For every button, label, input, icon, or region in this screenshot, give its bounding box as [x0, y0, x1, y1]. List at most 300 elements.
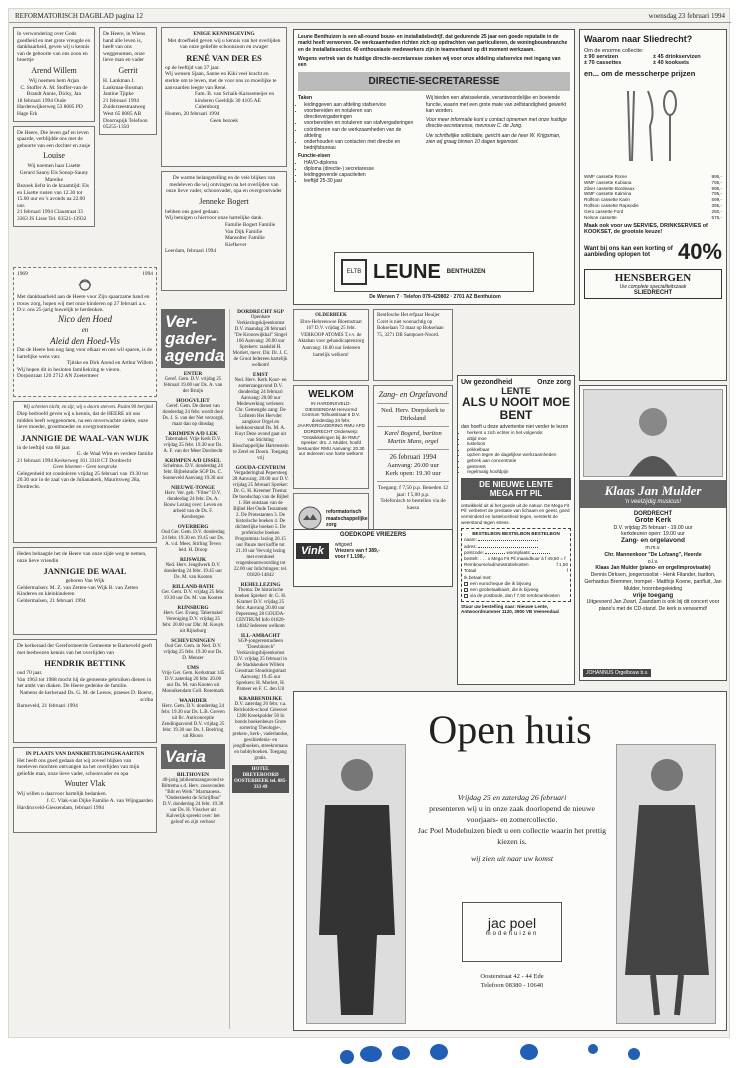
announcement-date: Houten, 20 februari 1994 — [165, 110, 220, 117]
zang-start: Aanvang: 20.00 uur — [387, 462, 439, 469]
price-name: WMF cassette Kubiana — [584, 179, 632, 185]
agenda-item — [161, 371, 225, 395]
announcement-note: Geen bloemen - Geen toesprake — [52, 464, 118, 470]
city-field[interactable] — [532, 553, 550, 554]
anniversary-announcement — [13, 267, 157, 397]
agenda-item — [232, 582, 289, 630]
johannus-logo: JOHANNUS Orgelbouw b.v. — [583, 669, 651, 677]
klaas-jan-mulder-ad — [579, 385, 727, 681]
agenda-item-details: Oud Ger. Gem. D.V. donderdag 24 febr. 19.30 en 19.45 uur Ds. A. v.d. Meer, Stirling Teven leid. H. Droop — [161, 530, 225, 553]
announcement-date: Leerdam, februari 1994 — [165, 248, 217, 255]
pay-option-checkbox[interactable] — [464, 594, 468, 598]
announcement-family: Familie Bogert Familie Van Dijk Familie Mansolter Familie Kiefkever — [225, 221, 276, 248]
wreath-icon — [17, 278, 153, 295]
anniversary-en: en — [81, 325, 89, 334]
announcement-thanks: Wij betuigen u hiervoor onze hartelijke dank. — [165, 215, 263, 222]
agenda-item-title: SCHEVENINGEN — [171, 638, 215, 644]
announcement-text: De Heere, Die leven gaf en leven spaarde, verblijdde ons met de geboorte van een dochter en zusje — [17, 129, 91, 149]
jac-poel-address: Oosterstraat 42 - 44 Ede — [480, 973, 544, 980]
ink-dot — [360, 1046, 382, 1062]
announcement-name: JANNIGIE DE WAAL-VAN WIJK — [21, 432, 149, 443]
lente-title: ALS U NOOIT MOE BENT — [462, 395, 570, 422]
announcement-age: in de leeftijd van 68 jaar. — [17, 444, 71, 451]
musician-photo — [583, 389, 723, 477]
leune-role: DIRECTIE-SECRETARESSE — [298, 72, 570, 91]
lente-banner-2: MEGA FIT PIL — [489, 488, 543, 498]
price-value: 995,- — [711, 185, 722, 191]
zang-artist-1: Karel Bogerd, bariton — [384, 430, 442, 437]
agenda-item-details: Vrije Ger. Gem. Kerkstraat 145 D.V. zaterdag 26 febr. 20.00 uur Ds. M. van Kooten uit Monnikendam Coll. Rosemark — [161, 671, 225, 694]
vink-vriezers-ad — [293, 529, 453, 587]
agenda-item-details: Geref. Gem. De dienst van donderdag 24 febr. wordt door Ds. J. S. van der Net verzorgd, maar dan op dinsdag — [162, 404, 224, 427]
agenda-item-details: Vergaderinghal Pepersteeg 28 Aanvang: 20.00 uur D.V. vrijdag 25 februari Spreker: Dr. G. H. Kreemer Thema: De boodschap van de Bijbel 1. Het ontstaan van de Bijbel Het Oude Testament 2. De Protestanten 3. De historische boeken 4. De dichterlijke boeken 5. De profetische boeken Programma: lezing 20.15 uur Pauze met koffie tot 21.10 uur Vervolg lezing met eventueel vragenbeantwoording tot 22.00 uur Inlichtingen: tel. 01820-14842 — [232, 471, 289, 578]
anniversary-children: Tjitske en Dirk Arend en Arthur Willem — [66, 360, 153, 367]
column-announcements-1 — [13, 27, 95, 231]
sliedrecht-brand: HENSBERGEN — [614, 272, 692, 285]
leune-task-item: • leidinggeven aan afdeling stafservice — [304, 102, 418, 108]
leune-task-item: • voorbereiden en notuleren van stafvergaderingen — [304, 120, 418, 126]
varia-item — [161, 772, 225, 826]
agenda-item-title: HOOGVLIET — [176, 398, 210, 404]
leune-info: Voor meer informatie kunt u contact opnemen met onze huidige directie-secretaresse, mevrouw C. de Jong. — [426, 117, 567, 130]
thanks-announcement-vlak — [13, 747, 157, 833]
announcement-name: Arend Willem — [31, 65, 77, 75]
agenda-list — [161, 368, 225, 740]
lente-bullet: • herkent u zich echter in het volgende: — [467, 430, 571, 436]
sliedrecht-title: Waarom naar Sliedrecht? — [584, 34, 693, 44]
column-announcements-2 — [99, 27, 157, 139]
mulder-date: D.V. vrijdag 25 februari - 19.00 uur — [613, 524, 693, 531]
agenda-item — [161, 698, 225, 740]
announcement-title: IN PLAATS VAN DANKBETUIGINGSKAARTEN — [25, 751, 145, 757]
mulder-event: Zang- en orgelavond — [621, 537, 685, 545]
agenda-item — [161, 605, 225, 635]
form-rembours: Rembourse/administratiekosten — [464, 562, 529, 568]
price-value: 599,- — [711, 197, 722, 203]
sliedrecht-stat: ± 70 cassettes — [584, 60, 622, 66]
mulder-leader-label: o.l.v. — [647, 558, 659, 565]
leune-wanted: Wegens vertrek van de huidige directie-secretaresse zoeken wij voor onze afdeling stafservice met ingang van een — [298, 55, 561, 69]
anniversary-year-end: 1994 — [142, 271, 153, 277]
announcement-name: Gerrit — [118, 65, 138, 75]
agenda-item-details: Herv. Ger. Evang. Tabernakel Vereniging D.V. vrijdag 25 febr. 20.00 uur Dhr. M. Kouyk uit Rijnsburg — [162, 611, 224, 634]
zang-title: Zang- en Orgelavond — [378, 390, 448, 399]
lente-intro: dan hoeft u deze advertentie niet verder te lezen — [461, 424, 569, 430]
name-field[interactable] — [478, 540, 538, 541]
leune-logo — [334, 252, 534, 292]
announcement-parents: C. Stoffer A. M. Stoffer-van de Brandt Annie, Dicky, Jan — [20, 84, 88, 98]
eltb-icon: ELTB — [341, 259, 367, 285]
leune-intro: Leune Benthuizen is een all-round bouw- en installatiebedrijf, dat gedurende 25 jaar een goede reputatie in de markt heeft verworven. De werkzaamheden richten zich op opdrachten van particulieren, de woningbouwbranche en de installatiesector. 40 enthousiaste medewerkers zijn in teamverband op dit moment werkzaam. — [298, 34, 568, 53]
agenda-title-line-1: Ver- — [165, 312, 198, 331]
rmz-badge: reformatorisch maatschappelijke zorg — [326, 509, 368, 529]
lente-bullet: • gebrek aan concentratie — [467, 458, 571, 464]
announcement-name: Jenneke Bogert — [199, 196, 249, 206]
lente-address: Stuur uw bestelling naar: Nieuwe Lente, Antwoordnummer 1120, 3900 VB Veenendaal — [461, 604, 559, 615]
page-header-left: REFORMATORISCH DAGBLAD pagina 12 — [15, 12, 144, 20]
form-label-naam: naam: — [464, 537, 477, 543]
announcement-text: In verwondering over Gods goedheid en met grote vreugde en dankbaarheid, geven wij u kennis van de geboorte van ons zoon en broertje — [17, 31, 91, 64]
vink-price-1: Vriezers van f 389,- — [334, 548, 380, 554]
mulder-place: DORDRECHT — [633, 511, 673, 517]
mulder-choir: Chr. Mannenkoor "De Lofzang", Heerde — [604, 551, 702, 558]
welkom-ad — [293, 385, 369, 489]
announcement-title: ENIGE KENNISGEVING — [193, 31, 255, 37]
announcement-name: HENDRIK BETTINK — [44, 658, 126, 669]
sliedrecht-wish: Want bij ons kan een korting of aanbieding oplopen tot — [584, 246, 673, 259]
agenda-item-details: Openbare Verkiezingskijeenkomst D.V. maandag 28 februari "De Kroonwijkhal" Singel 166 Aanvang: 20.00 uur Sprekers: raadslid H. Morlert, mevr. Dir. Dr. J. C. de Groot Iedereen hartelijk welkom! — [232, 315, 289, 368]
sliedrecht-stat: ± 90 servizen — [584, 54, 619, 60]
woman-model-photo — [616, 744, 716, 1024]
announcement-name: Wouter Vlak — [64, 779, 106, 789]
agenda-title-line-3: agenda — [165, 346, 225, 365]
form-total: Totaal — [464, 568, 477, 574]
announcement-age: oud 70 jaar. — [17, 670, 43, 677]
agenda-title-line-2: gader- — [165, 329, 217, 348]
lente-bullet: • lusteloos — [467, 441, 571, 447]
leune-task-item: • onderhouden van contacten met directie en bedrijfsbureau — [304, 139, 418, 151]
varia-item-details: 40-jarig jubileumzangavond te Biltrema s.d. Herv. zoeavonden "Bilt en Werk" Marmaneus. "Ondersteekt de Schrijfbus" D.V. donderdag 24 febr. 19.30 uur Ds. H. Visscher uit Kalverijk spreekt over: het geloof en zijn verhoor — [161, 778, 225, 825]
form-total-value: f — [566, 568, 568, 574]
welkom-text: IN HARDINXVELD-GIESSENDAM Hervormd Centrum Tolhuisstraat 6 D.V. donderdag 24 febr. JAARVERGADERING RMU AFD DORDRECHT Onderwerp: "Ontwikkelingen bij de RMU" Spreker: drs. J. Mulder, hoofd bestuurder RMU Aanvang: 20.30 uur Iedereen van harte welkom! — [297, 401, 365, 457]
announcement-parents: Gerard Sauny Els Sonop-Sauny Mareike — [19, 169, 89, 183]
sliedrecht-stat: ± 40 kooksets — [653, 60, 690, 66]
announcement-verse: Wij schreien nicht, en zijt, wij o doorn sterven. Psalm 90 berijmd — [23, 405, 153, 410]
mulder-free: vrije toegang — [632, 591, 674, 599]
mulder-church: Grote Kerk — [634, 516, 672, 524]
leune-logo-sub: BENTHUIZEN — [446, 269, 486, 275]
agenda-item — [161, 431, 225, 455]
agenda-item-title: REHELLEZING — [240, 582, 281, 588]
announcement-thanks: Wij willen u daarvoor hartelijk bedanken. — [17, 791, 107, 798]
bentheim-text: Bentfosche Het erfpaar Heuijer Coret is niet woonachtig op Bokselaan 72 maar op Bokselaan 75, 3271 DB Santpoort-Noord. — [377, 313, 444, 338]
form-amount: à f 49,50 = f — [541, 555, 566, 561]
agenda-item-title: OVERBERG — [177, 524, 209, 530]
agenda-item-title: ILL-AMBACHT — [240, 633, 281, 639]
hotel-ad: HOTEL DREYEROORD OOSTERBEEK tel. 085-333 49 — [232, 765, 289, 793]
announcement-text: De warme belangstelling en de vele blijken van medeleven die wij ontvingen na het overlijden van onze lieve vader, schoonvader, opa en overgrootvader — [166, 175, 282, 195]
sliedrecht-stat: ± 45 drinkservizen — [653, 54, 701, 60]
vink-title: GOEDKOPE VRIEZERS — [339, 532, 407, 538]
agenda-item-title: KRABBENDIJKE — [238, 696, 283, 702]
zang-open: Kerk open: 19.30 uur — [385, 470, 441, 477]
agenda-item-title: EMST — [252, 372, 269, 378]
agenda-item-details: Tabernakel. Vrije Kerk D.V. vrijdag 25 febr. 19.30 uur Ds. A. F. van der Meer Dordrecht — [163, 437, 223, 454]
announcement-date: Barneveld, 21 februari 1994 — [17, 703, 78, 710]
leune-req-item: • leidinggevende capaciteiten — [304, 172, 418, 178]
cutlery-icon — [584, 78, 722, 174]
column-announcements-wide — [13, 267, 157, 837]
agenda-item — [232, 696, 289, 762]
death-announcement-van-der-es — [161, 27, 287, 167]
price-name: Gero cassette Ford — [584, 208, 624, 214]
announcement-name: RENÉ VAN DER ES — [186, 52, 262, 63]
vink-logo: Vink — [296, 543, 329, 559]
leune-apply: Uw schriftelijke sollicitatie, gericht aan de heer W. Krijgsman, zien wij graag binnen 10 dagen tegemoet. — [426, 132, 561, 145]
openhuis-welcome: wij zien uit naar uw komst — [470, 854, 554, 863]
mulder-leader: Klaas Jan Mulder (piano- en orgelimprovisatie) — [595, 565, 711, 572]
pay-option-3: via de postbode, dan f 7,50 rembourskosten — [470, 593, 560, 599]
column-ads-small — [293, 309, 369, 549]
form-label-bestelt: bestelt: . . . x Mega Fit Pil maandkuur — [464, 555, 540, 561]
openhuis-title: Open huis — [428, 707, 592, 752]
agenda-title — [161, 309, 225, 368]
hensbergen-ad — [579, 29, 727, 381]
agenda-item-details: Ned. Herv. Kerk Koor- en zomerzangavond D.V. donderdag 24 februari Aanvang: 20.00 uur Medewerking verlenen: Chr. Gemengde zang: De Lofstem Het Hervder zangkoor Orgel en kerkkoorstand Ds. M. A. Kuyt Deze avond gaat uit van Stichting Bisschoppelijke Hartenstein te Zetel en Doorn. Toegang vrij — [232, 378, 289, 461]
announcement-visit: Bezoek liefst in de kraamtijd: Els en Lisette rusten van 12.30 tot 15.00 uur en 's avonds na 22.00 uur. — [17, 183, 90, 209]
jac-poel-phone: Telefoon 08380 - 10640 — [480, 982, 544, 989]
agenda-item-title: ENTER — [183, 371, 203, 377]
jac-poel-brand: jac poel — [487, 915, 537, 931]
announcement-sub: Wij noemen hem Arjan — [28, 77, 80, 84]
varia-list — [161, 769, 225, 826]
leune-req-heading: Functie-eisen — [298, 153, 331, 160]
price-name: Zilver cassette Bordeaux — [584, 185, 635, 191]
welkom-title: WELKOM — [308, 389, 354, 400]
announcement-text: Het heeft ons goed gedaan dat wij zoveel blijken van meeleven mochten ontvangen na het overlijden van mijn geliefde man, onze lieve vader, schoonvader en opa — [17, 757, 140, 777]
leune-tasks — [298, 102, 418, 152]
varia-item-title: BILTHOVEN — [176, 772, 210, 778]
pay-option-checkbox[interactable] — [464, 588, 468, 592]
lente-banner-1: DE NIEUWE LENTE — [479, 479, 553, 489]
agenda-item-details: Herv. Gem. D.V. donderdag 24 febr. 19.30 uur Ds. L.B. Greven uit Ilc. Anticonceptie Zendingsavond D.V. vrijdag 25 febr. 19.30 uur Ds. J. Boelring uit Rhoon — [161, 704, 225, 739]
agenda-item — [232, 465, 289, 579]
leune-address: De Werven 7 · Telefon 079-429802 · 2701 AZ Benthuizen — [369, 294, 501, 300]
announcement-body: Wij wensen Sjaan, Sanne en Kiki veel kracht en sterkte om te leven, met de voor ons zo moeilijke te aanvaarden leegte van René. — [165, 71, 277, 91]
agenda-item-title: WAARDER — [179, 698, 207, 704]
pay-option-checkbox[interactable] — [464, 582, 468, 586]
agenda-item-details: Herv. Ver. geb. "Filter" D.V. donderdag 24 febr. Ds. A. Bouw Lezing over: Leven en arbeid van de Ds. F. Kersbergen — [163, 491, 223, 520]
lente-bullet: • gestresst — [467, 464, 571, 470]
announcement-family: H. Lankman J. Lankman-Bosman Jantine Tjipke — [103, 77, 143, 98]
agenda-item-details: Thema: De historische boeken Spreker: dr. G. H. Kramer D.V. vrijdag 25 febr. Aanvang 20.00 uur Pepersteeg 28 GOUDA-CENTRUM Info 01820-14842 Iedereen welkom — [234, 588, 287, 629]
ink-dot — [588, 1044, 598, 1054]
leune-req-item: • leeftijd 25-30 jaar — [304, 178, 418, 184]
ink-dot — [520, 1044, 538, 1060]
mulder-start: kerkdeuren open: 19.00 uur — [621, 531, 685, 538]
lente-order-form — [461, 528, 571, 602]
sliedrecht-stats — [584, 54, 722, 66]
agenda-item-title: RIJNSBURG — [177, 605, 209, 611]
announcement-text: De kerkeraad der Gereformeerde Gemeente te Barneveld geeft met leedwezen kennis van het overlijden van — [17, 643, 153, 656]
newspaper-page — [8, 8, 730, 1038]
death-announcement-de-waal — [13, 401, 157, 543]
agenda-item-title: RIJSWIJK — [179, 557, 207, 563]
column-ads-small-2 — [373, 309, 453, 545]
agenda-item — [161, 638, 225, 662]
ink-dot — [340, 1050, 354, 1064]
zang-place: Ned. Herv. Dorpskerk te Dirksland — [381, 407, 445, 422]
varia-title: Varia — [161, 744, 225, 769]
mulder-sub: 'n veelzijdig musicus! — [624, 499, 682, 505]
olderbeek-text: Ebro-Hebreeuwse Bloemstraat 107 D.V. vrijdag 25 febr. VERKOOP ATOMIS T.v.v. de Aktaban voor gehandicaptenzorg Aanvang: 18.00 uur Iedereen hartelijk welkom! — [297, 319, 365, 358]
zang-price: Toegang: f 7,50 p.p. Beneden 12 jaar: f 5,00 p.p. — [377, 485, 449, 498]
agenda-item — [161, 485, 225, 521]
birth-announcement-louise — [13, 126, 95, 227]
price-name: Rolfson cassette Rapsodie — [584, 202, 639, 208]
agenda-item — [161, 398, 225, 428]
bentheim-notice — [373, 309, 453, 381]
page-header-right: woensdag 23 februari 1994 — [648, 12, 725, 20]
olderbeek-ad — [293, 309, 369, 381]
sliedrecht-line1: Om de enorme collectie: — [584, 48, 644, 54]
death-announcement-gerrit — [99, 27, 157, 135]
mulder-foot: Uitgevoerd Jan Zwart, Zaandam is ook bij dit concert voor piano's met de CD-stand. De kerk is verwarmd! — [586, 599, 720, 613]
birth-announcement-arend — [13, 27, 95, 122]
vink-sub: witgoed — [334, 542, 353, 548]
olderbeek-title: OLDERBEEK — [315, 313, 347, 318]
price-value: 575,- — [711, 214, 722, 220]
lente-head-right: Onze zorg — [537, 379, 571, 386]
agenda-item — [161, 458, 225, 482]
announcement-sub: hebben ons goed gedaan. — [165, 208, 220, 215]
form-rembours-value: f 1,50 — [556, 562, 568, 568]
announcement-date: 18 februari 1994 Oude Hardenwijkerweg 53 8085 PD Hage Erk — [17, 97, 83, 117]
announcement-date: 21 februari 1994 Zuiderzeestraatweg West 65 8085 AB Doornspijk Telefoon 05255-1350 — [103, 97, 148, 131]
meeting-agenda — [161, 309, 225, 1029]
death-announcement-bettink — [13, 639, 157, 743]
announcement-sub: Wij noemen haar Lisette — [27, 163, 81, 170]
lente-bullets — [461, 430, 571, 475]
openhuis-line1: Vrijdag 25 en zaterdag 26 februari — [457, 793, 567, 802]
leune-offer: Wij bieden een afwisselende, verantwoordelijke en boeiende functie, waarin met een grote mate van zelfstandigheid gewerkt kan worden. — [426, 95, 567, 114]
agenda-item-details: Oud Ger. Gem. in Ned. D.V. vrijdag 25 febr. 19.30 uur Ds. D. Menzer — [163, 644, 223, 661]
agenda-item-title: DORDRECHT SGP — [237, 309, 284, 315]
leune-logo-text: LEUNE — [373, 260, 441, 283]
column-announcements-3 — [161, 27, 287, 295]
announcement-text: Heden behaagde het de Heere van onze zijde weg te nemen, onze lieve vriendin — [17, 551, 147, 564]
agenda-item-details: Ned. Herv. Jeugdwerk D.V. donderdag 24 febr. 19.45 uur Ds. M. van Kooten — [163, 563, 223, 580]
price-value: 995,- — [711, 174, 722, 179]
sliedrecht-services: Maak ook voor uw SERVIES, DRINKSERVIES of KOOKSET, de grootste keuze! — [584, 223, 708, 236]
address-field[interactable] — [478, 547, 538, 548]
agenda-item-title: KRIMPEN A/D LEK — [168, 431, 218, 437]
sliedrecht-pct: 40% — [677, 239, 722, 265]
price-name: Rolfson cassette Karin — [584, 197, 630, 203]
announcement-funeral: Gelegenheid tot condoleren vrijdag 25 februari van 19.30 tot 20.30 uur in de zaal van de Julianakerk, Mauritsweg 28a, Dordrecht. — [17, 470, 148, 490]
ink-dot — [430, 1044, 448, 1060]
pay-option-1: een eurocheque die ik bijvoeg — [470, 580, 532, 586]
announcement-sub: geboren Van Wijk — [65, 578, 105, 585]
agenda-item — [232, 309, 289, 369]
announcement-date: 21 februari 1994 Claustraat 33 3363 JS Lisse Tel. 03521-13932 — [17, 209, 87, 223]
mulder-extra: Dennis Dirksen, jongenssolist - Henk Filander, bariton, Gerhardus Bremmer, trompet - Matthijs Koene, panfluit, Jan Mulder, hoornbegeleiding — [584, 572, 722, 592]
agenda-item — [232, 633, 289, 693]
agenda-item-title: KRIMPEN A/D IJSSEL — [165, 458, 221, 464]
announcement-date: Hardinxveld-Giessendam, februari 1994 — [17, 804, 104, 811]
man-model-photo — [306, 744, 406, 1024]
agenda-item-title: RILLAND-BATH — [172, 584, 214, 590]
page-header — [9, 9, 731, 23]
agenda-item-details: SGP-jongerenstudieen "Doesbinrech" Verkiezingsbijeenkomst D.V. vrijdag 25 februari in de Stadskeuken Willem Gesstraat Stoudsingstraat Aanvang: 19.45 uur Sprekers: H. Morlert, H. Pameer en F. C. den Uil — [234, 639, 287, 692]
lente-bullet: • regelmatig hoofdpijn — [467, 469, 571, 475]
announcement-family: Geldermalsen: M. Z. van Zetten-van Wijk B. van Zetten Kinderen en kleinkinderen — [17, 584, 139, 598]
price-row — [584, 215, 722, 221]
mulder-title: Klaas Jan Mulder — [604, 483, 702, 498]
price-value: 250,- — [711, 208, 722, 214]
leune-reqs — [298, 160, 418, 185]
ink-dot — [628, 1048, 640, 1060]
lente-megafit-ad — [457, 375, 575, 685]
agenda-item-details: Schelmus. D.V. donderdag 24 febr. Bijbelstudie SGP Ds. C. Sonneveld Aanvang 19.30 uur — [162, 464, 224, 481]
lente-body: ontwikkeld uit al het goede uit de natuur. De Mega Fit Pil: verbetert de prestatie van lichaam en geest, goed verminderd en lusteloosheid tegen, versterkt de weerstand tegen stress. — [461, 502, 570, 525]
postcode-field[interactable] — [485, 553, 505, 554]
anniversary-name-1: Nico den Hoed — [58, 313, 112, 324]
lente-bullet: • prikkelbaar — [467, 447, 571, 453]
zang-artist-2: Martin Mans, orgel — [387, 438, 439, 445]
leune-tasks-heading: Taken — [298, 95, 313, 102]
anniversary-year-start: 1969 — [17, 271, 28, 277]
pay-option-2: een girobetaalkaart, die ik bijvoeg — [470, 586, 539, 592]
sliedrecht-city: SLIEDRECHT — [633, 290, 673, 297]
sliedrecht-prices — [584, 174, 722, 220]
agenda-item — [161, 665, 225, 695]
agenda-item — [161, 557, 225, 581]
agenda-item — [161, 584, 225, 602]
price-name: Nelson cassette — [584, 214, 617, 220]
leune-req-item: • diploma (directie-) secretaresse — [304, 166, 418, 172]
price-name: WMF cassette Rome — [584, 174, 627, 179]
zang-date: 26 februari 1994 — [389, 453, 437, 461]
lente-bullet: • altijd moe — [467, 436, 571, 442]
anniversary-name-2: Aleid den Hoed-Vis — [50, 335, 120, 346]
announcement-note: Geen bezoek — [210, 117, 238, 124]
anniversary-address: Dorpsstraat 120 2712 AN Zoetermeer — [17, 373, 99, 380]
agenda-item-title: GOUDA-CENTRUM — [235, 465, 286, 471]
vink-price-2: voor f 1.198,- — [334, 554, 366, 560]
form-label-postcode: postcode: — [464, 549, 484, 555]
jac-poel-sub: modehuizen — [485, 931, 539, 937]
anniversary-text: Met dankbaarheid aan de Heere voor Zijn spaarzame hand en trouw zorg, hopen wij met onze kinderen op 27 februari a.s. D.v. ons 25-jarig huwelijk te herdenken. — [17, 294, 150, 314]
ink-dot — [392, 1046, 410, 1060]
announcement-text: Met droefheid geven wij u kennis van het overlijden van onze geliefde schoonzoon en zwager — [167, 37, 281, 51]
jac-poel-logo — [462, 902, 562, 962]
thanks-announcement-bogert — [161, 171, 287, 291]
announcement-body: Van 1963 tot 1988 mocht hij de gemeente gebruiken dienen in het ambt van diaken. De Heere gedenke de familie. — [17, 676, 152, 690]
announcement-name: JANNIGIE DE WAAL — [43, 566, 127, 577]
anniversary-reception: Wij hopen dit in besloten familiekring te vieren. — [17, 366, 121, 373]
meeting-agenda-2 — [229, 309, 289, 1029]
agenda-item-details: Ger. Gem. D.V. vrijdag 25 febr. 19.30 uur Ds. M. van Kooten — [161, 590, 225, 601]
openhuis-line2: presenteren wij u in onze zaak doorlopend de nieuwe voorjaars- en zomercollectie. — [429, 804, 595, 824]
announcement-family: J. C. Vlak-van Dijke Familie A. van Wijngaarden — [46, 797, 153, 804]
zang-orgelavond-ad — [373, 385, 453, 541]
leune-req-item: • HAVO-diploma — [304, 160, 418, 166]
sliedrecht-brand-sub: Uw complete specialiteitszaak — [619, 284, 687, 291]
agenda-item-details: Geref. Gem. D.V. vrijdag 25 februari 19.00 uur Ds. A. van der Bruijn — [163, 377, 223, 394]
leune-task-item: • voorbereiden en notuleren van directievergaderingen — [304, 108, 418, 120]
agenda-item-title: UMS — [187, 665, 199, 671]
price-name: WMF cassette Kalmina — [584, 191, 632, 197]
form-pay-label: Ik betaal met: — [464, 574, 492, 580]
announcement-date: Geldermalsen, 21 februari 1994 — [17, 597, 86, 604]
leune-task-item: • coördineren van de werkzaamheden van de afdeling — [304, 127, 418, 139]
announcement-name: Louise — [43, 151, 65, 161]
leune-vacancy-ad — [293, 29, 575, 305]
announcement-date: 21 februari 1994 Kerkerweg 161 3318 CT Dordrecht — [17, 457, 132, 464]
announcement-family: G. de Waal Wim en verdere familie — [76, 451, 153, 458]
death-announcement-friend — [13, 547, 157, 635]
sliedrecht-slogan: en... om de messcherpe prijzen — [584, 69, 696, 78]
price-value: 795,- — [711, 179, 722, 185]
agenda-item — [161, 524, 225, 554]
price-value: 795,- — [711, 191, 722, 197]
lente-form-title: BESTELBON BESTELBON BESTELBON — [472, 531, 560, 537]
form-label-adres: adres: — [464, 543, 477, 549]
zang-order: Telefonisch te bestellen via de kassa — [380, 498, 446, 511]
lente-bullet: • opzien tegen de dagelijkse werkzaamheden — [467, 452, 571, 458]
openhuis-line3: Jac Poel Modehuizen biedt u een collectie waarin het prettig kiezen is. — [417, 826, 607, 846]
